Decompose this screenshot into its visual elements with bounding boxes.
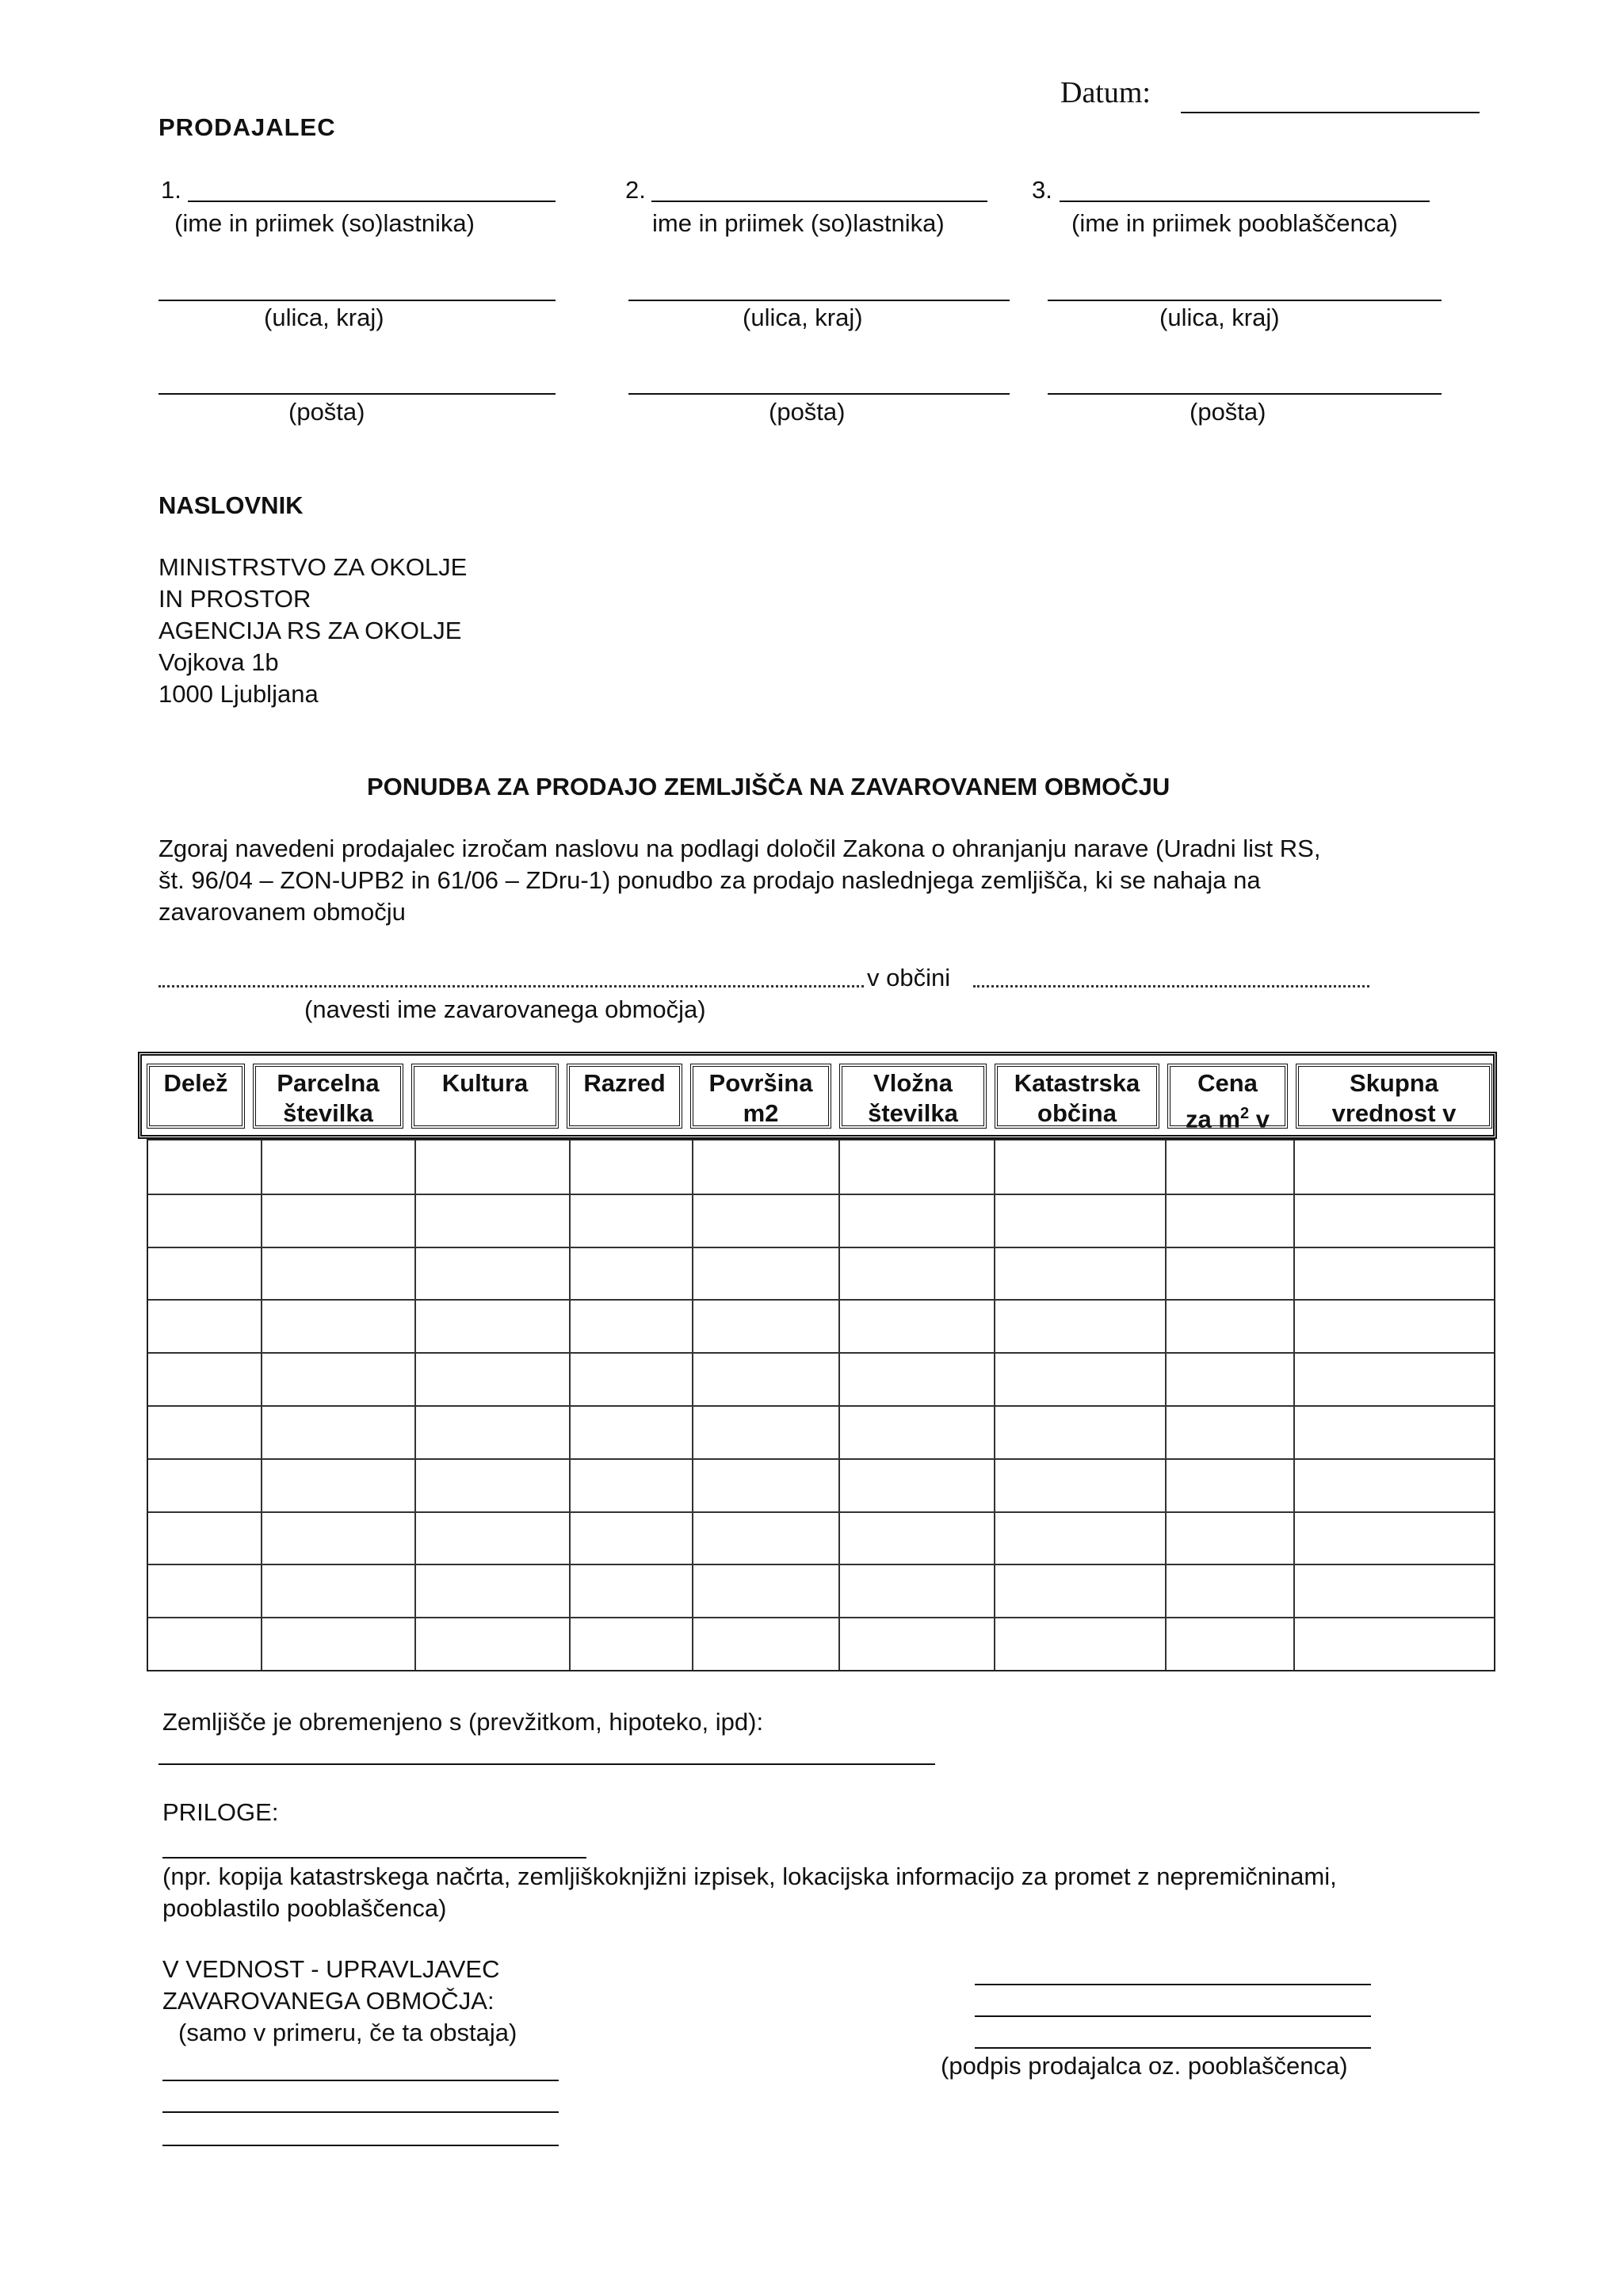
seller1-street-line[interactable]	[158, 300, 556, 301]
table-row-divider	[148, 1511, 1494, 1513]
attachments-note-line-2: pooblastilo pooblaščenca)	[162, 1894, 447, 1922]
table-row-divider	[148, 1617, 1494, 1618]
table-row-divider	[148, 1352, 1494, 1354]
col-header-vlozna-stevilka	[839, 1064, 987, 1129]
seller3-post-line[interactable]	[1048, 393, 1442, 395]
col-header-obcina-label: občina	[1037, 1099, 1117, 1127]
col-header-cena-label: Cena	[1197, 1069, 1258, 1097]
seller2-number: 2.	[625, 176, 646, 204]
col-header-razred-label: Razred	[583, 1069, 666, 1097]
manager-line-2: ZAVAROVANEGA OBMOČJA:	[162, 1987, 495, 2015]
table-row-divider	[148, 1299, 1494, 1301]
table-row-divider	[148, 1458, 1494, 1460]
col-header-razred	[567, 1064, 682, 1129]
table-row-divider	[148, 1247, 1494, 1248]
col-header-superscript: 2	[1239, 1105, 1250, 1122]
seller1-post-line[interactable]	[158, 393, 556, 395]
table-row-divider	[148, 1194, 1494, 1195]
manager-line-1: V VEDNOST - UPRAVLJAVEC	[162, 1955, 500, 1983]
table-row-divider	[148, 1405, 1494, 1407]
signature-caption: (podpis prodajalca oz. pooblaščenca)	[941, 2052, 1348, 2080]
col-header-vrednost-label: vrednost v	[1331, 1099, 1457, 1127]
manager-line-3: (samo v primeru, če ta obstaja)	[178, 2019, 517, 2046]
seller1-street-caption: (ulica, kraj)	[264, 304, 384, 331]
col-header-za-m-label: za m	[1186, 1105, 1240, 1133]
municipality-label: v občini	[867, 964, 951, 991]
recipient-line-5: 1000 Ljubljana	[158, 680, 319, 708]
table-row-divider	[148, 1564, 1494, 1565]
col-header-delez	[147, 1064, 245, 1129]
seller-signature-line-1[interactable]	[975, 1984, 1371, 1985]
area-caption: (navesti ime zavarovanega območja)	[304, 995, 706, 1023]
recipient-line-1: MINISTRSTVO ZA OKOLJE	[158, 553, 468, 581]
col-header-cena-unit	[1170, 1098, 1285, 1134]
seller3-street-line[interactable]	[1048, 300, 1442, 301]
col-header-m2-label: m2	[743, 1099, 779, 1127]
seller-heading: PRODAJALEC	[158, 113, 336, 141]
seller3-post-caption: (pošta)	[1190, 398, 1266, 426]
col-header-skupna-label: Skupna	[1350, 1069, 1438, 1097]
encumbrance-input-line[interactable]	[158, 1763, 935, 1765]
offer-paragraph-line-3: zavarovanem območju	[158, 898, 406, 926]
manager-signature-line-1[interactable]	[162, 2080, 559, 2081]
parcel-table-body[interactable]	[147, 1139, 1495, 1671]
col-header-delez-label: Delež	[163, 1069, 228, 1097]
col-header-kultura	[411, 1064, 559, 1129]
seller2-name-line[interactable]	[651, 201, 987, 202]
offer-title: PONUDBA ZA PRODAJO ZEMLJIŠČA NA ZAVAROVANEM OBMOČJU	[367, 773, 1170, 800]
col-header-parcelna-label: Parcelna	[277, 1069, 380, 1097]
area-name-dotted-field[interactable]	[158, 985, 864, 988]
seller2-street-caption: (ulica, kraj)	[743, 304, 863, 331]
col-header-parcelna-stevilka	[253, 1064, 403, 1129]
offer-paragraph-line-2: št. 96/04 – ZON-UPB2 in 61/06 – ZDru-1) ponudbo za prodajo naslednjega zemljišča, ki se nahaja na	[158, 866, 1261, 894]
seller1-number: 1.	[161, 176, 181, 204]
col-header-vlozna-stevilka-label: številka	[868, 1099, 958, 1127]
col-header-kultura-label: Kultura	[441, 1069, 529, 1097]
col-header-cena	[1167, 1064, 1288, 1133]
seller3-name-line[interactable]	[1060, 201, 1430, 202]
recipient-line-4: Vojkova 1b	[158, 648, 279, 676]
seller2-post-caption: (pošta)	[769, 398, 846, 426]
recipient-line-3: AGENCIJA RS ZA OKOLJE	[158, 617, 462, 644]
col-header-povrsina-label: Površina	[708, 1069, 813, 1097]
manager-signature-line-3[interactable]	[162, 2145, 559, 2146]
col-header-v-label: v	[1249, 1105, 1270, 1133]
municipality-dotted-field[interactable]	[973, 985, 1369, 988]
col-header-povrsina	[690, 1064, 831, 1129]
recipient-heading: NASLOVNIK	[158, 491, 304, 519]
seller-signature-line-3[interactable]	[975, 2047, 1371, 2049]
parcel-table-header	[138, 1052, 1497, 1139]
seller3-number: 3.	[1032, 176, 1052, 204]
seller2-name-caption: ime in priimek (so)lastnika)	[652, 209, 945, 237]
col-header-vlozna-label: Vložna	[873, 1069, 953, 1097]
attachments-note-line-1: (npr. kopija katastrskega načrta, zemljiškoknjižni izpisek, lokacijska informacijo za promet z nepremičninami,	[162, 1862, 1337, 1890]
attachments-input-line[interactable]	[162, 1857, 586, 1859]
datum-label: Datum:	[1060, 76, 1151, 109]
datum-input-line[interactable]	[1181, 112, 1480, 113]
attachments-label: PRILOGE:	[162, 1798, 279, 1826]
recipient-line-2: IN PROSTOR	[158, 585, 311, 613]
col-header-katastrska-obcina	[995, 1064, 1159, 1129]
offer-paragraph-line-1: Zgoraj navedeni prodajalec izročam naslovu na podlagi določil Zakona o ohranjanju narave (Uradni list RS,	[158, 835, 1321, 862]
manager-signature-line-2[interactable]	[162, 2111, 559, 2113]
seller2-street-line[interactable]	[628, 300, 1010, 301]
encumbrance-label: Zemljišče je obremenjeno s (prevžitkom, hipoteko, ipd):	[162, 1708, 764, 1736]
col-header-stevilka-label: številka	[283, 1099, 373, 1127]
seller1-name-caption: (ime in priimek (so)lastnika)	[174, 209, 475, 237]
seller2-post-line[interactable]	[628, 393, 1010, 395]
seller1-post-caption: (pošta)	[288, 398, 365, 426]
seller-signature-line-2[interactable]	[975, 2015, 1371, 2017]
seller1-name-line[interactable]	[188, 201, 556, 202]
col-header-katastrska-label: Katastrska	[1014, 1069, 1140, 1097]
seller3-street-caption: (ulica, kraj)	[1159, 304, 1280, 331]
col-header-skupna-vrednost	[1296, 1064, 1492, 1129]
seller3-name-caption: (ime in priimek pooblaščenca)	[1071, 209, 1398, 237]
